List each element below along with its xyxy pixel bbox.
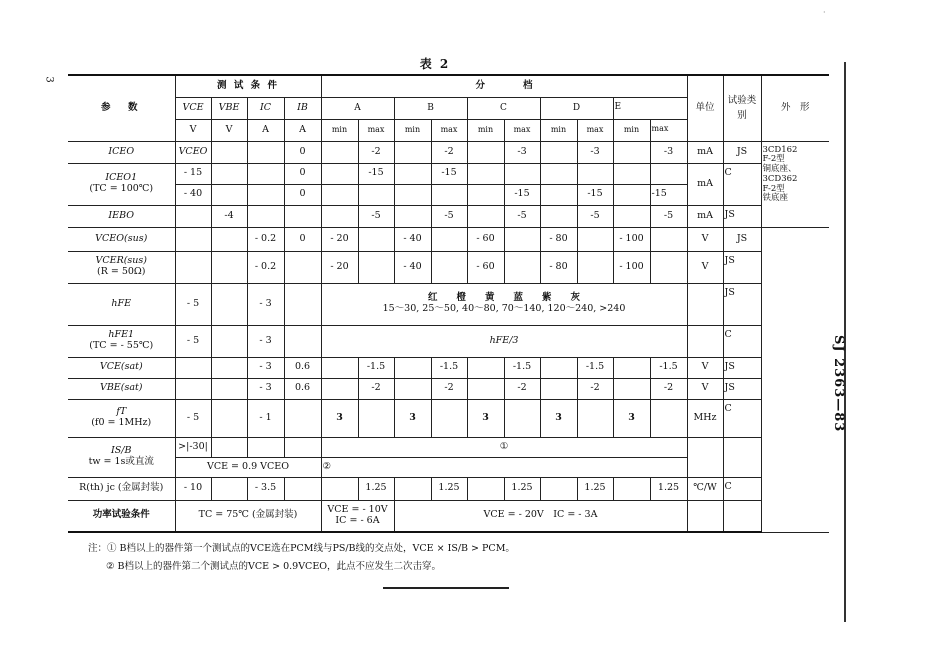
value-cell — [321, 163, 358, 184]
grade-min-header: min — [467, 119, 504, 141]
value-cell — [467, 163, 504, 184]
value-cell: -1.5 — [358, 357, 394, 378]
value-cell: - 80 — [540, 227, 577, 251]
outline-line: F-2型 — [762, 154, 785, 165]
value-cell: -2 — [431, 141, 467, 163]
value-cell — [431, 184, 467, 205]
table-row — [68, 163, 829, 184]
value-cell — [358, 184, 394, 205]
value-cell — [540, 477, 577, 500]
value-cell: -2 — [650, 378, 687, 399]
vbe-cell — [211, 251, 247, 283]
value-cell: -2 — [358, 378, 394, 399]
grade-max-header: max — [431, 119, 467, 141]
param-condition: (TC = - 55℃) — [89, 340, 154, 351]
value-cell — [650, 227, 687, 251]
unit-cell: MHz — [687, 399, 723, 437]
value-cell: -2 — [504, 378, 540, 399]
vbe-cell — [211, 227, 247, 251]
ic-cell: - 0.2 — [247, 251, 284, 283]
ic-cell: - 3 — [247, 378, 284, 399]
grade-b-header: B — [394, 97, 467, 119]
value-cell: -5 — [358, 205, 394, 227]
vce-cell: >|-30| — [175, 437, 211, 457]
param-cell — [68, 437, 175, 477]
vce-cell: - 15 — [175, 163, 211, 184]
power-rest-cell: VCE = - 20V IC = - 3A — [394, 500, 687, 532]
value-cell — [358, 251, 394, 283]
type-cell: C — [723, 399, 761, 437]
param-cell — [68, 163, 175, 205]
outline-header: 外 形 — [761, 75, 829, 141]
value-cell — [431, 227, 467, 251]
ic-cell — [247, 141, 284, 163]
ic-cell: - 0.2 — [247, 227, 284, 251]
unit-header: 单位 — [687, 75, 723, 141]
ib-cell — [284, 325, 321, 357]
table-row — [68, 251, 829, 283]
note-1: 注：① B档以上的器件第一个测试点的VCE选在PCM线与PS/B线的交点处，VCE × IS/B > PCM。 — [88, 543, 515, 554]
param-cell: hFE — [68, 283, 175, 325]
value-cell: -5 — [504, 205, 540, 227]
param-symbol: VCER(sus) — [95, 255, 147, 267]
value-cell — [321, 141, 358, 163]
value-cell: - 40 — [394, 227, 431, 251]
grade-max-header: max — [358, 119, 394, 141]
value-cell: -2 — [577, 378, 613, 399]
param-cell: IEBO — [68, 205, 175, 227]
ic-cell: - 3 — [247, 325, 284, 357]
outline-line: 3CD162 — [762, 144, 798, 155]
unit-cell: mA — [687, 205, 723, 227]
vbe-unit: V — [211, 119, 247, 141]
param-condition: (R = 50Ω) — [96, 266, 146, 277]
param-cell: R(th) jc (金属封装) — [68, 477, 175, 500]
value-cell — [467, 184, 504, 205]
value-cell — [577, 399, 613, 437]
type-cell: JS — [723, 205, 761, 227]
param-condition: (f0 = 1MHz) — [91, 417, 152, 428]
value-cell — [577, 251, 613, 283]
ib-cell — [284, 437, 321, 457]
value-cell — [650, 399, 687, 437]
spec-table — [68, 74, 829, 533]
value-cell: -1.5 — [504, 357, 540, 378]
param-cell: VCEO(sus) — [68, 227, 175, 251]
value-cell: 3 — [467, 399, 504, 437]
ib-cell — [284, 251, 321, 283]
isb-condition-cell: VCE = 0.9 VCEO — [175, 457, 321, 477]
grade-max-header: max — [577, 119, 613, 141]
ib-cell: 0 — [284, 184, 321, 205]
type-cell — [723, 500, 761, 532]
value-cell — [467, 378, 504, 399]
type-cell: JS — [723, 227, 761, 251]
table-row — [68, 227, 829, 251]
unit-cell: V — [687, 357, 723, 378]
vce-cell — [175, 357, 211, 378]
value-cell — [504, 251, 540, 283]
unit-cell: V — [687, 251, 723, 283]
value-cell — [431, 251, 467, 283]
hfe-grades-cell — [321, 283, 687, 325]
table-row — [68, 205, 829, 227]
value-cell — [650, 251, 687, 283]
value-cell — [358, 399, 394, 437]
vce-cell — [175, 378, 211, 399]
value-cell — [613, 378, 650, 399]
table-caption: 表 2 — [419, 57, 451, 71]
power-grade-a-cell — [321, 500, 394, 532]
table-row — [68, 399, 829, 437]
table-notes — [88, 540, 515, 575]
type-cell: JS — [723, 357, 761, 378]
value-cell: - 100 — [613, 251, 650, 283]
value-cell — [540, 184, 577, 205]
unit-cell: V — [687, 227, 723, 251]
unit-cell: ℃/W — [687, 477, 723, 500]
vbe-header: VBE — [211, 97, 247, 119]
value-cell — [540, 141, 577, 163]
value-cell — [613, 163, 650, 184]
value-cell: -15 — [577, 184, 613, 205]
ic-cell: - 3.5 — [247, 477, 284, 500]
unit-cell: mA — [687, 141, 723, 163]
ib-cell — [284, 205, 321, 227]
value-cell — [321, 184, 358, 205]
ib-cell: 0.6 — [284, 378, 321, 399]
outline-line: F-2型 — [762, 183, 785, 194]
power-a-vce: VCE = - 10V — [327, 503, 388, 515]
vce-cell: - 40 — [175, 184, 211, 205]
value-cell — [358, 227, 394, 251]
value-cell — [321, 205, 358, 227]
vce-cell: - 10 — [175, 477, 211, 500]
param-cell — [68, 399, 175, 437]
grade-min-header: min — [394, 119, 431, 141]
value-cell: - 80 — [540, 251, 577, 283]
grade-max-header: max — [650, 119, 687, 141]
value-cell: -3 — [504, 141, 540, 163]
unit-cell — [687, 500, 723, 532]
vce-cell — [175, 227, 211, 251]
value-cell: -15 — [650, 184, 687, 205]
ib-cell: 0 — [284, 141, 321, 163]
grade-c-header: C — [467, 97, 540, 119]
grade-min-header: min — [540, 119, 577, 141]
standard-code: SJ 2363—83 — [831, 335, 846, 433]
grade-d-header: D — [540, 97, 613, 119]
type-cell: C — [723, 163, 761, 205]
value-cell: -15 — [431, 163, 467, 184]
vbe-cell — [211, 325, 247, 357]
param-cell: VBE(sat) — [68, 378, 175, 399]
value-cell — [504, 399, 540, 437]
vbe-cell — [211, 378, 247, 399]
table-row — [68, 437, 829, 457]
value-cell — [577, 163, 613, 184]
grades-header: 分 档 — [321, 75, 687, 97]
ic-cell: - 3 — [247, 357, 284, 378]
value-cell — [540, 378, 577, 399]
vbe-cell — [211, 357, 247, 378]
value-cell — [540, 357, 577, 378]
value-cell — [394, 184, 431, 205]
grade-max-header: max — [504, 119, 540, 141]
note-2: ② B档以上的器件第二个测试点的VCE > 0.9VCEO，此点不应发生二次击穿。 — [106, 560, 442, 572]
bottom-rule — [383, 587, 509, 589]
ib-cell — [284, 399, 321, 437]
value-cell: -15 — [358, 163, 394, 184]
outline-line: 铜底座、 — [762, 164, 797, 175]
hfe-ranges: 15～30, 25～50, 40～80, 70～140, 120～240, >240 — [382, 303, 626, 314]
value-cell — [394, 477, 431, 500]
param-header: 参 数 — [68, 75, 175, 141]
value-cell: - 40 — [394, 251, 431, 283]
hfe1-value-cell: hFE/3 — [321, 325, 687, 357]
value-cell — [321, 357, 358, 378]
value-cell: 1.25 — [431, 477, 467, 500]
vce-cell — [175, 205, 211, 227]
hfe-color-codes: 红 橙 黄 蓝 紫 灰 — [428, 292, 581, 304]
ic-cell: - 1 — [247, 399, 284, 437]
ic-cell — [247, 437, 284, 457]
ib-cell — [284, 283, 321, 325]
param-cell: 功率试验条件 — [68, 500, 175, 532]
param-condition: (TC = 100℃) — [89, 183, 154, 194]
ib-cell: 0 — [284, 163, 321, 184]
vbe-cell — [211, 477, 247, 500]
value-cell — [613, 357, 650, 378]
grade-e-header: E — [613, 97, 687, 119]
param-symbol: fT — [116, 406, 127, 418]
type-cell: C — [723, 325, 761, 357]
vbe-cell: -4 — [211, 205, 247, 227]
value-cell: 3 — [394, 399, 431, 437]
value-cell — [650, 163, 687, 184]
value-cell: 1.25 — [358, 477, 394, 500]
ic-cell — [247, 205, 284, 227]
grade-a-header: A — [321, 97, 394, 119]
type-cell: C — [723, 477, 761, 500]
ib-cell: 0.6 — [284, 357, 321, 378]
value-cell: -5 — [577, 205, 613, 227]
ic-cell — [247, 184, 284, 205]
param-condition: tw = 1s或直流 — [88, 456, 154, 467]
value-cell — [467, 205, 504, 227]
ic-header: IC — [247, 97, 284, 119]
value-cell — [540, 163, 577, 184]
table-row — [68, 283, 829, 325]
value-cell: 1.25 — [650, 477, 687, 500]
type-cell: JS — [723, 251, 761, 283]
value-cell — [504, 163, 540, 184]
grade-min-header: min — [321, 119, 358, 141]
param-cell — [68, 325, 175, 357]
value-cell: -2 — [358, 141, 394, 163]
test-type-header: 试验类别 — [723, 75, 761, 141]
vbe-cell — [211, 437, 247, 457]
value-cell — [467, 357, 504, 378]
ib-cell — [284, 477, 321, 500]
value-cell — [394, 205, 431, 227]
unit-cell — [687, 325, 723, 357]
header-row-1 — [68, 75, 829, 97]
value-cell: 1.25 — [577, 477, 613, 500]
ib-unit: A — [284, 119, 321, 141]
unit-cell: mA — [687, 163, 723, 205]
value-cell — [613, 141, 650, 163]
isb-mark-cell: ① — [321, 437, 687, 457]
param-symbol: IS/B — [111, 445, 132, 457]
vce-cell: - 5 — [175, 283, 211, 325]
value-cell: -1.5 — [577, 357, 613, 378]
ib-header: IB — [284, 97, 321, 119]
vbe-cell — [211, 283, 247, 325]
value-cell — [577, 227, 613, 251]
value-cell: -2 — [431, 378, 467, 399]
value-cell: 3 — [321, 399, 358, 437]
vbe-cell — [211, 184, 247, 205]
ib-cell: 0 — [284, 227, 321, 251]
outline-cell-empty — [761, 227, 829, 532]
test-conditions-header: 测 试 条 件 — [175, 75, 321, 97]
value-cell — [394, 378, 431, 399]
value-cell: - 60 — [467, 227, 504, 251]
ic-unit: A — [247, 119, 284, 141]
value-cell: -3 — [650, 141, 687, 163]
value-cell — [321, 477, 358, 500]
value-cell: -5 — [650, 205, 687, 227]
value-cell — [540, 205, 577, 227]
table-row — [68, 141, 829, 163]
table-row — [68, 357, 829, 378]
value-cell — [467, 141, 504, 163]
value-cell — [431, 399, 467, 437]
value-cell — [467, 477, 504, 500]
value-cell: -15 — [504, 184, 540, 205]
value-cell: 1.25 — [504, 477, 540, 500]
value-cell: -3 — [577, 141, 613, 163]
vbe-cell — [211, 163, 247, 184]
vce-cell: - 5 — [175, 399, 211, 437]
isb-mark-cell: ② — [321, 457, 687, 477]
power-a-ic: IC = - 6A — [335, 514, 380, 526]
outline-line: 3CD362 — [762, 173, 798, 184]
grade-min-header: min — [613, 119, 650, 141]
type-cell: JS — [723, 378, 761, 399]
unit-cell — [687, 283, 723, 325]
value-cell — [394, 163, 431, 184]
vce-cell — [175, 251, 211, 283]
param-cell — [68, 251, 175, 283]
value-cell: -1.5 — [650, 357, 687, 378]
unit-cell — [687, 437, 723, 477]
power-condition-cell: TC = 75℃ (金属封装) — [175, 500, 321, 532]
ic-cell — [247, 163, 284, 184]
value-cell — [321, 378, 358, 399]
value-cell — [613, 184, 650, 205]
table-row — [68, 477, 829, 500]
value-cell: -1.5 — [431, 357, 467, 378]
table-row — [68, 378, 829, 399]
value-cell: 3 — [613, 399, 650, 437]
value-cell: - 100 — [613, 227, 650, 251]
value-cell: - 60 — [467, 251, 504, 283]
scan-speck: · — [823, 8, 826, 17]
param-symbol: hFE1 — [108, 329, 135, 341]
outline-line: 铁底座 — [762, 193, 789, 204]
vbe-cell — [211, 399, 247, 437]
outline-cell — [761, 141, 829, 227]
type-cell — [723, 437, 761, 477]
value-cell — [504, 227, 540, 251]
unit-cell: V — [687, 378, 723, 399]
param-cell: ICEO — [68, 141, 175, 163]
value-cell — [394, 357, 431, 378]
type-cell: JS — [723, 141, 761, 163]
param-cell: VCE(sat) — [68, 357, 175, 378]
table-row — [68, 325, 829, 357]
vbe-cell — [211, 141, 247, 163]
value-cell: - 20 — [321, 251, 358, 283]
vce-header: VCE — [175, 97, 211, 119]
value-cell — [394, 141, 431, 163]
type-cell: JS — [723, 283, 761, 325]
page-number: 3 — [43, 76, 55, 83]
value-cell: - 20 — [321, 227, 358, 251]
value-cell — [613, 477, 650, 500]
value-cell — [613, 205, 650, 227]
table-row — [68, 500, 829, 532]
vce-cell: - 5 — [175, 325, 211, 357]
value-cell: -5 — [431, 205, 467, 227]
vce-cell: VCEO — [175, 141, 211, 163]
vce-unit: V — [175, 119, 211, 141]
value-cell: 3 — [540, 399, 577, 437]
ic-cell: - 3 — [247, 283, 284, 325]
param-symbol: ICEO1 — [105, 172, 138, 184]
